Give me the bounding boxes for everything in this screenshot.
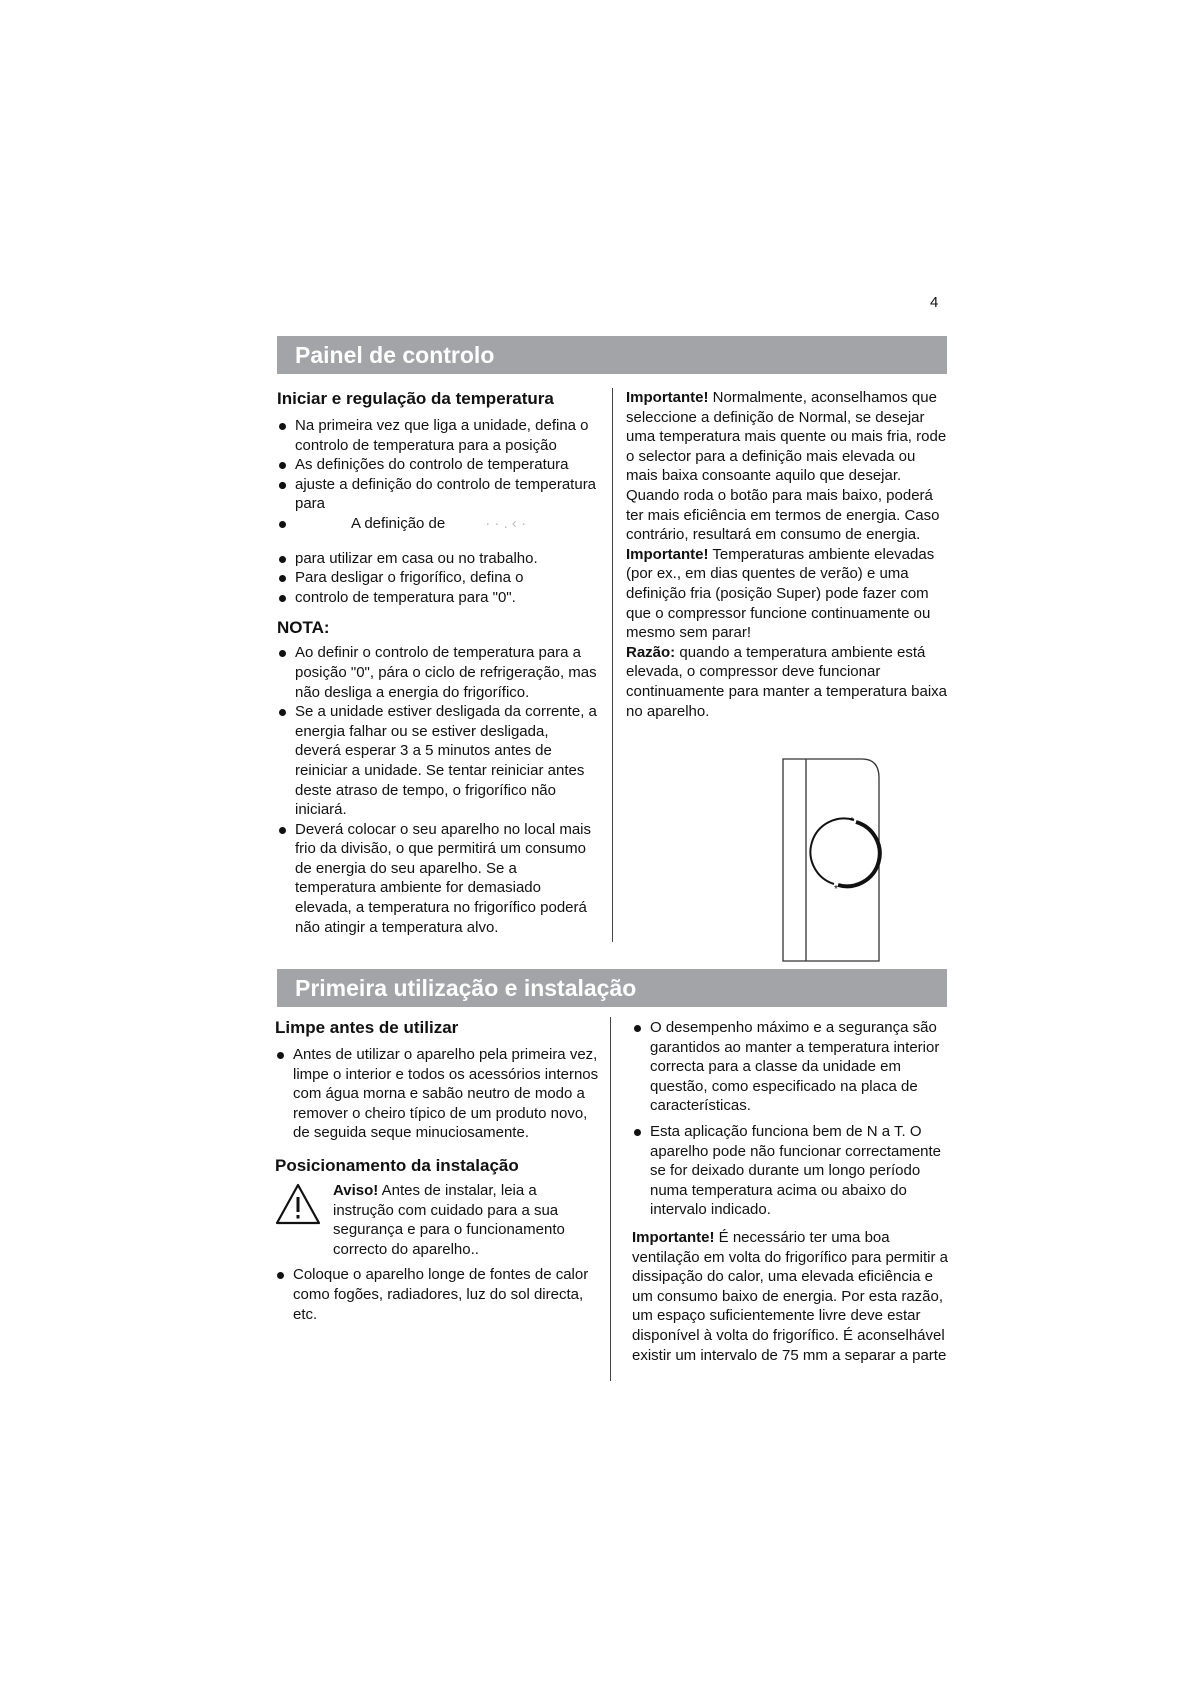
list-item: O desempenho máximo e a segurança são garantidos ao manter a temperatura interior correcta para a classe da unidade em questão, como especificado na placa de características.	[632, 1018, 948, 1116]
column-divider	[612, 388, 613, 942]
list-item: para utilizar em casa ou no trabalho.	[277, 549, 597, 569]
section-title-first-use: Primeira utilização e instalação	[277, 969, 947, 1007]
list-item: Esta aplicação funciona bem de N a T. O aparelho pode não funcionar correctamente se for deixado durante um longo período numa temperatura acima ou abaixo do intervalo indicado.	[632, 1122, 948, 1220]
warning-text	[333, 1181, 600, 1259]
section-title-control-panel: Painel de controlo	[277, 336, 947, 374]
panel-outline	[783, 759, 879, 961]
list-item: Antes de utilizar o aparelho pela primeira vez, limpe o interior e todos os acessórios internos com água morna e sabão neutro de modo a remover o cheiro típico de um produto novo, de seguida seque minuciosamente.	[275, 1045, 600, 1143]
list-item-partial	[277, 514, 597, 534]
reason-note	[626, 643, 948, 721]
snowflake-icon: *	[850, 816, 854, 827]
dial-arc-thick	[838, 822, 880, 886]
temperature-knob-figure	[782, 758, 882, 962]
warning-triangle-icon	[275, 1183, 321, 1225]
important-text: Temperaturas ambiente elevadas (por ex., em dias quentes de verão) e uma definição fria (posição Super) pode fazer com que o compressor funcione continuamente ou mesmo sem parar!	[626, 545, 935, 642]
important-label: Importante!	[626, 545, 709, 563]
list-item: Se a unidade estiver desligada da corrente, a energia falhar ou se estiver desligada, deverá esperar 3 a 5 minutos antes de reiniciar a unidade. Se tentar reiniciar antes deste atraso de tempo, o frigorífico não iniciará.	[277, 702, 597, 820]
list-item: Ao definir o controlo de temperatura para a posição "0", pára o ciclo de refrigeração, mas não desliga a energia do frigorífico.	[277, 643, 597, 702]
snowflake-icon: *	[834, 884, 838, 895]
important-note-2	[626, 545, 948, 643]
partial-text: A definição de	[351, 514, 446, 532]
first-use-right-column	[632, 1018, 948, 1365]
list-item: As definições do controlo de temperatura	[277, 455, 597, 475]
control-panel-right-column	[626, 388, 948, 721]
important-label: Importante!	[632, 1228, 715, 1246]
page-number: 4	[930, 294, 939, 311]
list-item: Para desligar o frigorífico, defina o	[277, 568, 597, 588]
list-item: Na primeira vez que liga a unidade, defina o controlo de temperatura para a posição	[277, 416, 597, 455]
warning-label: Aviso!	[333, 1181, 379, 1199]
column-divider	[610, 1017, 611, 1381]
warning-block	[275, 1181, 600, 1259]
important-text: É necessário ter uma boa ventilação em volta do frigorífico para permitir a dissipação do calor, uma elevada eficiência e um consumo baixo de energia. Por esta razão, um espaço suficientemente livre deve estar disponível à volta do frigorífico. É aconselhável existir um intervalo de 75 mm a separar a parte	[632, 1228, 948, 1364]
dial-arc-thin	[810, 818, 854, 884]
clean-heading: Limpe antes de utilizar	[275, 1018, 459, 1037]
position-heading: Posicionamento da instalação	[275, 1155, 519, 1175]
temperature-heading: Iniciar e regulação da temperatura	[277, 389, 554, 408]
warning-body: Antes de instalar, leia a instrução com cuidado para a sua segurança e para o funcionamento correcto do aparelho..	[333, 1181, 565, 1258]
list-item: controlo de temperatura para "0".	[277, 588, 597, 608]
first-use-left-column	[275, 1017, 600, 1324]
important-note-1	[626, 388, 948, 545]
important-label: Importante!	[626, 389, 709, 406]
list-item: Deverá colocar o seu aparelho no local mais frio da divisão, o que permitirá um consumo de energia do seu aparelho. Se a temperatura ambiente for demasiado elevada, a temperatura no frigorífico poderá não atingir a temperatura alvo.	[277, 820, 597, 938]
faded-text: · · . ‹ ·	[485, 514, 527, 532]
nota-heading: NOTA:	[277, 618, 330, 638]
list-item: Coloque o aparelho longe de fontes de calor como fogões, radiadores, luz do sol directa, etc.	[275, 1265, 600, 1324]
important-ventilation-note	[632, 1228, 948, 1365]
important-text: Normalmente, aconselhamos que seleccione a definição de Normal, se desejar uma temperatura mais quente ou mais fria, rode o selector para a definição mais elevada ou mais baixa consoante aquilo que desejar. Quando roda o botão para mais baixo, poderá ter mais eficiência em termos de energia. Caso contrário, resultará em consumo de energia.	[626, 389, 947, 544]
reason-label: Razão:	[626, 643, 676, 661]
reason-text: quando a temperatura ambiente está elevada, o compressor deve funcionar continuamente para manter a temperatura baixa no aparelho.	[626, 643, 948, 720]
list-item: ajuste a definição do controlo de temperatura para	[277, 475, 597, 514]
control-panel-left-column	[277, 388, 597, 937]
